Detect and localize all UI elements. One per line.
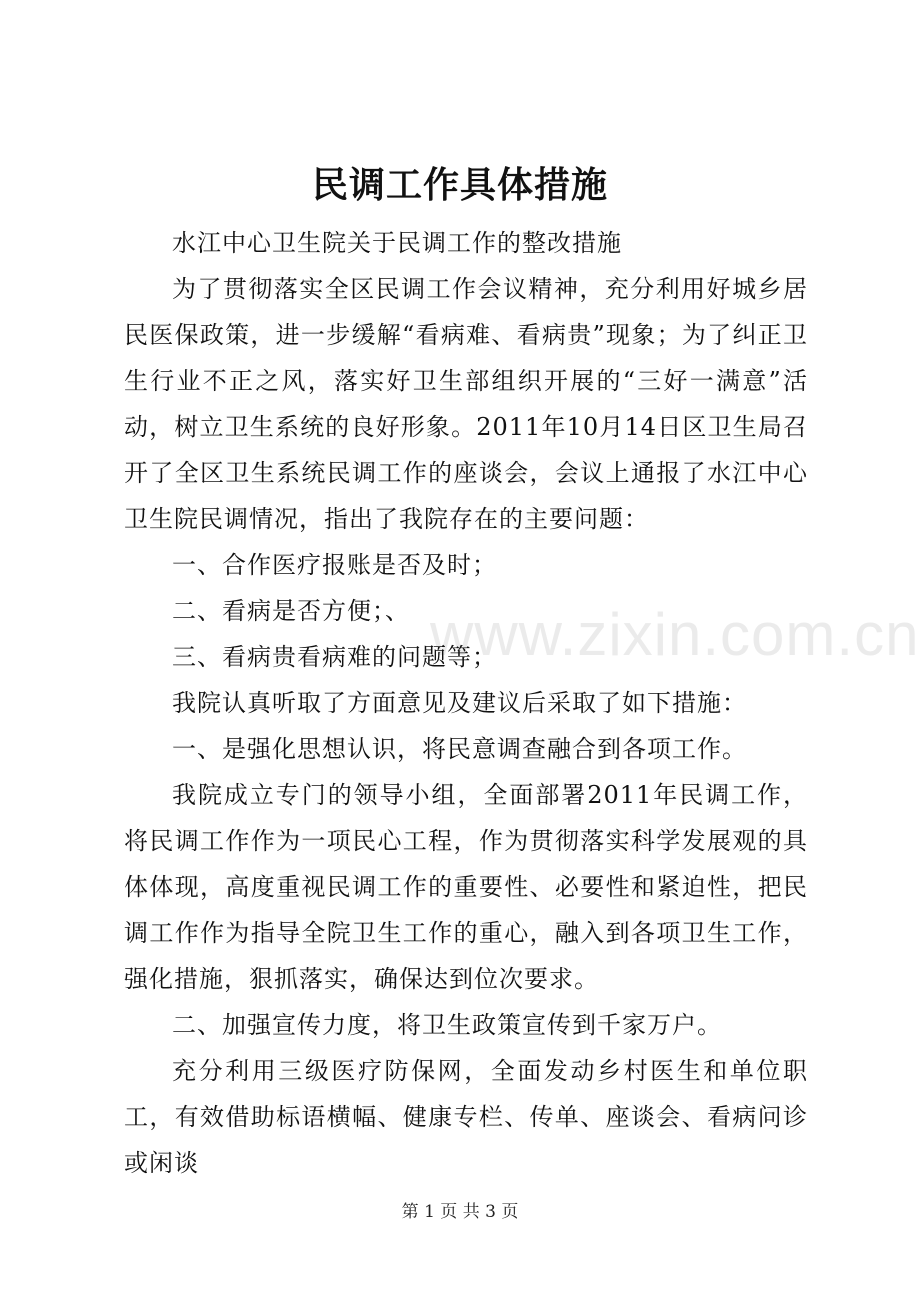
paragraph-subtitle: 水江中心卫生院关于民调工作的整改措施 [172,229,622,257]
document-body [124,220,808,1186]
paragraph-measure-2-body: 充分利用三级医疗防保网，全面发动乡村医生和单位职工，有效借助标语横幅、健康专栏、传单、座谈会、看病问诊或闲谈 [124,1057,808,1177]
paragraph-issue-3: 三、看病贵看病难的问题等； [172,643,497,671]
paragraph-measures-intro: 我院认真听取了方面意见及建议后采取了如下措施： [172,689,747,717]
paragraph-measure-2-heading: 二、加强宣传力度，将卫生政策宣传到千家万户。 [172,1011,722,1039]
watermark: www.zixin.com.cn [430,601,920,668]
paragraph-measure-1-body: 我院成立专门的领导小组，全面部署2011年民调工作，将民调工作作为一项民心工程，作为贯彻落实科学发展观的具体体现，高度重视民调工作的重要性、必要性和紧迫性，把民调工作作为指导全院卫生工作的重心，融入到各项卫生工作，强化措施，狠抓落实，确保达到位次要求。 [124,781,808,993]
paragraph-intro: 为了贯彻落实全区民调工作会议精神，充分利用好城乡居民医保政策，进一步缓解“看病难、看病贵”现象；为了纠正卫生行业不正之风，落实好卫生部组织开展的“三好一满意”活动，树立卫生系统的良好形象。2011年10月14日区卫生局召开了全区卫生系统民调工作的座谈会，会议上通报了水江中心卫生院民调情况，指出了我院存在的主要问题： [124,275,808,533]
paragraph-issue-2: 二、看病是否方便；、 [172,597,410,625]
paragraph-measure-1-heading: 一、是强化思想认识，将民意调查融合到各项工作。 [172,735,747,763]
paragraph-issue-1: 一、合作医疗报账是否及时； [172,551,497,579]
page-footer: 第 1 页 共 3 页 [401,1202,519,1222]
document-title: 民调工作具体措施 [311,164,608,206]
